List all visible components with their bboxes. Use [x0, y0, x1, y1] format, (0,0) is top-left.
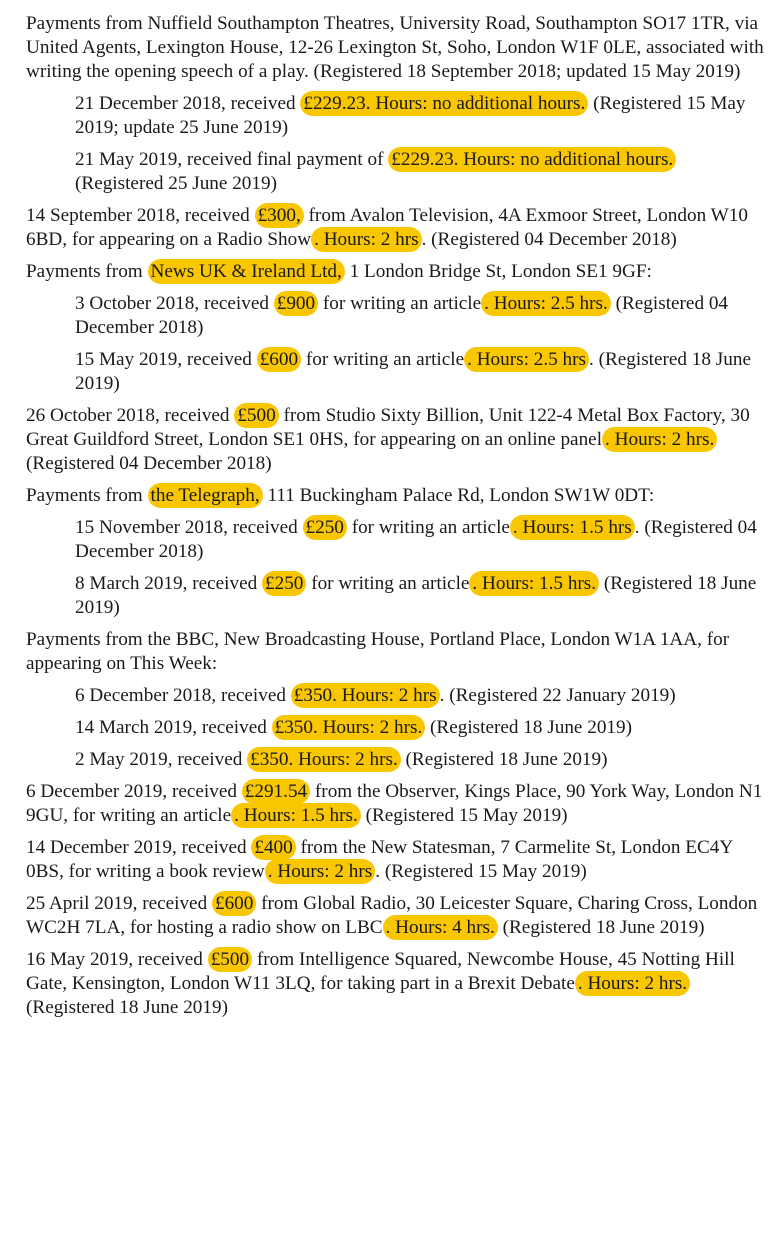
- highlighted-text: £600: [257, 347, 301, 372]
- entry-text: Payments from the BBC, New Broadcasting House, Portland Place, London W1A 1AA, for appearing on This Week:: [26, 629, 730, 674]
- payment-subentry: [75, 684, 766, 708]
- entry-text: 6 December 2019, received: [26, 781, 242, 802]
- highlighted-text: £500: [234, 403, 278, 428]
- entry-text: from Studio Sixty Billion, Unit 122-4 Metal Box Factory, 30 Great Guildford Street, London SE1 0HS, for appearing on an online panel: [26, 405, 750, 450]
- entry-text: . (Registered 04 December 2018): [421, 229, 677, 250]
- highlighted-text: £291.54: [242, 779, 310, 804]
- payment-entry: [26, 204, 766, 252]
- entry-text: from Avalon Television, 4A Exmoor Street, London W10 6BD, for appearing on a Radio Show: [26, 205, 748, 250]
- payment-entry: [26, 260, 766, 284]
- entry-text: (Registered 18 June 2019): [26, 997, 228, 1018]
- entry-text: from Intelligence Squared, Newcombe House, 45 Notting Hill Gate, Kensington, London W11 3LQ, for taking part in a Brexit Debate: [26, 949, 735, 994]
- highlighted-text: £350. Hours: 2 hrs: [291, 683, 440, 708]
- highlighted-text: . Hours: 2.5 hrs.: [481, 291, 611, 316]
- highlighted-text: . Hours: 1.5 hrs.: [231, 803, 361, 828]
- payment-subentry: [75, 348, 766, 396]
- entry-text: for writing an article: [318, 293, 482, 314]
- entry-text: 8 March 2019, received: [75, 573, 263, 594]
- entry-text: for writing an article: [346, 517, 510, 538]
- entry-text: from Global Radio, 30 Leicester Square, Charing Cross, London WC2H 7LA, for hosting a radio show on LBC: [26, 893, 758, 938]
- entry-text: (Registered 18 June 2019): [425, 717, 633, 738]
- entry-text: 6 December 2018, received: [75, 685, 291, 706]
- entry-text: Payments from: [26, 261, 148, 282]
- highlighted-text: News UK & Ireland Ltd,: [148, 259, 345, 284]
- payment-entry: [26, 780, 766, 828]
- highlighted-text: . Hours: 2 hrs: [311, 227, 421, 252]
- payment-subentry: [75, 292, 766, 340]
- highlighted-text: . Hours: 2 hrs: [265, 859, 375, 884]
- highlighted-text: £600: [212, 891, 256, 916]
- entry-text: . (Registered 18 June 2019): [75, 349, 751, 394]
- entry-text: 21 December 2018, received: [75, 93, 301, 114]
- payment-entry: [26, 948, 766, 1020]
- payment-entry: [26, 836, 766, 884]
- payment-entry: [26, 628, 766, 676]
- entry-text: (Registered 04 December 2018): [75, 293, 729, 338]
- entry-text: . (Registered 22 January 2019): [439, 685, 676, 706]
- entry-text: 14 December 2019, received: [26, 837, 252, 858]
- highlighted-text: . Hours: 1.5 hrs: [510, 515, 635, 540]
- entry-text: (Registered 25 June 2019): [75, 173, 277, 194]
- entry-text: for writing an article: [306, 573, 470, 594]
- entry-text: from the New Statesman, 7 Carmelite St, London EC4Y 0BS, for writing a book review: [26, 837, 733, 882]
- entry-text: 3 October 2018, received: [75, 293, 274, 314]
- highlighted-text: £250: [303, 515, 347, 540]
- entry-text: 16 May 2019, received: [26, 949, 208, 970]
- entry-text: (Registered 18 June 2019): [400, 749, 608, 770]
- highlighted-text: £350. Hours: 2 hrs.: [272, 715, 426, 740]
- entry-text: from the Observer, Kings Place, 90 York Way, London N1 9GU, for writing an article: [26, 781, 763, 826]
- entry-text: (Registered 04 December 2018): [26, 453, 272, 474]
- highlighted-text: . Hours: 2 hrs.: [575, 971, 690, 996]
- entry-text: 1 London Bridge St, London SE1 9GF:: [344, 261, 652, 282]
- payment-subentry: [75, 716, 766, 740]
- highlighted-text: £900: [274, 291, 318, 316]
- payment-entry: [26, 404, 766, 476]
- payment-subentry: [75, 572, 766, 620]
- entry-text: Payments from: [26, 485, 148, 506]
- payment-entry: [26, 12, 766, 84]
- highlighted-text: £250: [262, 571, 306, 596]
- entry-text: (Registered 15 May 2019): [360, 805, 568, 826]
- entry-text: for writing an article: [301, 349, 465, 370]
- highlighted-text: the Telegraph,: [148, 483, 263, 508]
- payment-subentry: [75, 148, 766, 196]
- entry-text: 14 March 2019, received: [75, 717, 272, 738]
- payment-subentry: [75, 516, 766, 564]
- entry-text: 14 September 2018, received: [26, 205, 255, 226]
- highlighted-text: £350. Hours: 2 hrs.: [247, 747, 401, 772]
- highlighted-text: . Hours: 2.5 hrs: [464, 347, 589, 372]
- highlighted-text: £229.23. Hours: no additional hours.: [300, 91, 588, 116]
- entry-text: Payments from Nuffield Southampton Theatres, University Road, Southampton SO17 1TR, via United Agents, Lexington House, 12-26 Lexington St, Soho, London W1F 0LE, associated with writing the opening speech of a play. (Registered 18 September 2018; updated 15 May 2019): [26, 13, 764, 82]
- entry-text: 25 April 2019, received: [26, 893, 212, 914]
- highlighted-text: £500: [208, 947, 252, 972]
- entry-text: (Registered 18 June 2019): [497, 917, 705, 938]
- entry-text: 15 May 2019, received: [75, 349, 257, 370]
- highlighted-text: . Hours: 2 hrs.: [602, 427, 717, 452]
- payment-subentry: [75, 92, 766, 140]
- highlighted-text: £229.23. Hours: no additional hours.: [388, 147, 676, 172]
- entry-text: 2 May 2019, received: [75, 749, 248, 770]
- entry-text: . (Registered 15 May 2019): [375, 861, 587, 882]
- highlighted-text: . Hours: 4 hrs.: [383, 915, 498, 940]
- payment-subentry: [75, 748, 766, 772]
- payment-entry: [26, 484, 766, 508]
- entry-text: 111 Buckingham Palace Rd, London SW1W 0DT:: [262, 485, 655, 506]
- entry-text: . (Registered 04 December 2018): [75, 517, 757, 562]
- payment-entry: [26, 892, 766, 940]
- entry-text: 26 October 2018, received: [26, 405, 235, 426]
- highlighted-text: . Hours: 1.5 hrs.: [469, 571, 599, 596]
- highlighted-text: £300,: [255, 203, 304, 228]
- entry-text: 21 May 2019, received final payment of: [75, 149, 389, 170]
- entry-text: (Registered 15 May 2019; update 25 June 2019): [75, 93, 746, 138]
- highlighted-text: £400: [251, 835, 295, 860]
- entry-text: 15 November 2018, received: [75, 517, 303, 538]
- entry-text: (Registered 18 June 2019): [75, 573, 757, 618]
